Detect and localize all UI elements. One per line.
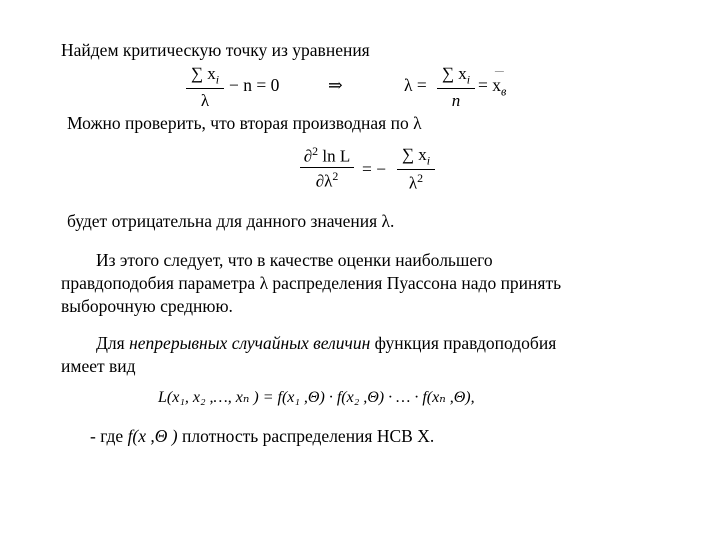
eq1-equals-sample-mean [478, 77, 506, 98]
eq1-rhs-x: = x [478, 75, 501, 95]
eq1-denominator-n: n [451, 91, 461, 111]
sample-mean-overbar: – [495, 60, 504, 80]
eq1-minus-n-equals-zero: − n = 0 [229, 75, 280, 95]
eq1-numerator: ∑ x [190, 64, 216, 83]
implies-arrow: ⇒ [328, 75, 343, 95]
l4-lead: - где [90, 426, 128, 446]
ln-L: ln L [318, 146, 351, 166]
eq1-rhs-subscript: в [501, 84, 507, 99]
eq1-num2-subscript: i [466, 72, 471, 87]
p2-emphasis: непрерывных случайных величин [129, 333, 371, 353]
l4-tail: плотность распределения НСВ X. [177, 426, 435, 446]
paragraph-continuous-line-2: имеет вид [61, 356, 136, 376]
eq1-num-subscript: i [215, 72, 220, 87]
partial-symbol: ∂ [303, 146, 313, 166]
partial-lambda: ∂λ [315, 171, 333, 191]
eq2-numerator: ∑ x [401, 145, 427, 164]
fraction-second-derivative [300, 146, 354, 189]
den-exponent: 2 [332, 168, 339, 183]
paragraph-conclusion-line-3: выборочную среднюю. [61, 296, 233, 316]
num-exponent: 2 [312, 144, 319, 158]
fraction-sum-over-n [437, 65, 475, 109]
density-function-symbol: f(x ,Θ ) [127, 426, 178, 446]
paragraph-conclusion-line-1: Из этого следует, что в качестве оценки наибольшего [96, 250, 493, 270]
eq1-numerator-2: ∑ x [441, 64, 467, 83]
eq2-den-exponent: 2 [417, 171, 424, 186]
paragraph-continuous-line-1 [96, 335, 556, 353]
fraction-sum-over-lambda-squared [397, 146, 435, 192]
p2-tail: функция правдоподобия [370, 333, 557, 353]
text-line-critical-point: Найдем критическую точку из уравнения [61, 40, 370, 60]
text-line-second-derivative: Можно проверить, что вторая производная по λ [67, 113, 422, 133]
eq1-lambda-equals: λ = [404, 75, 427, 95]
eq2-equals-minus: = − [362, 159, 387, 179]
p2-lead: Для [96, 333, 130, 353]
paragraph-conclusion-line-2: правдоподобия параметра λ распределения Пуассона надо принять [61, 273, 562, 293]
text-line-negative-value: будет отрицательна для данного значения λ. [67, 211, 395, 231]
text-line-density-definition [90, 428, 434, 446]
fraction-sum-over-lambda [186, 65, 224, 109]
likelihood-function-formula: L(x₁, x₂ ,…, xₙ ) = f(x₁ ,Θ) · f(x₂ ,Θ) · … · f(xₙ ,Θ), [158, 389, 475, 406]
eq1-denominator: λ [200, 91, 210, 111]
eq2-denominator: λ [408, 173, 418, 193]
eq2-num-subscript: i [426, 153, 431, 168]
